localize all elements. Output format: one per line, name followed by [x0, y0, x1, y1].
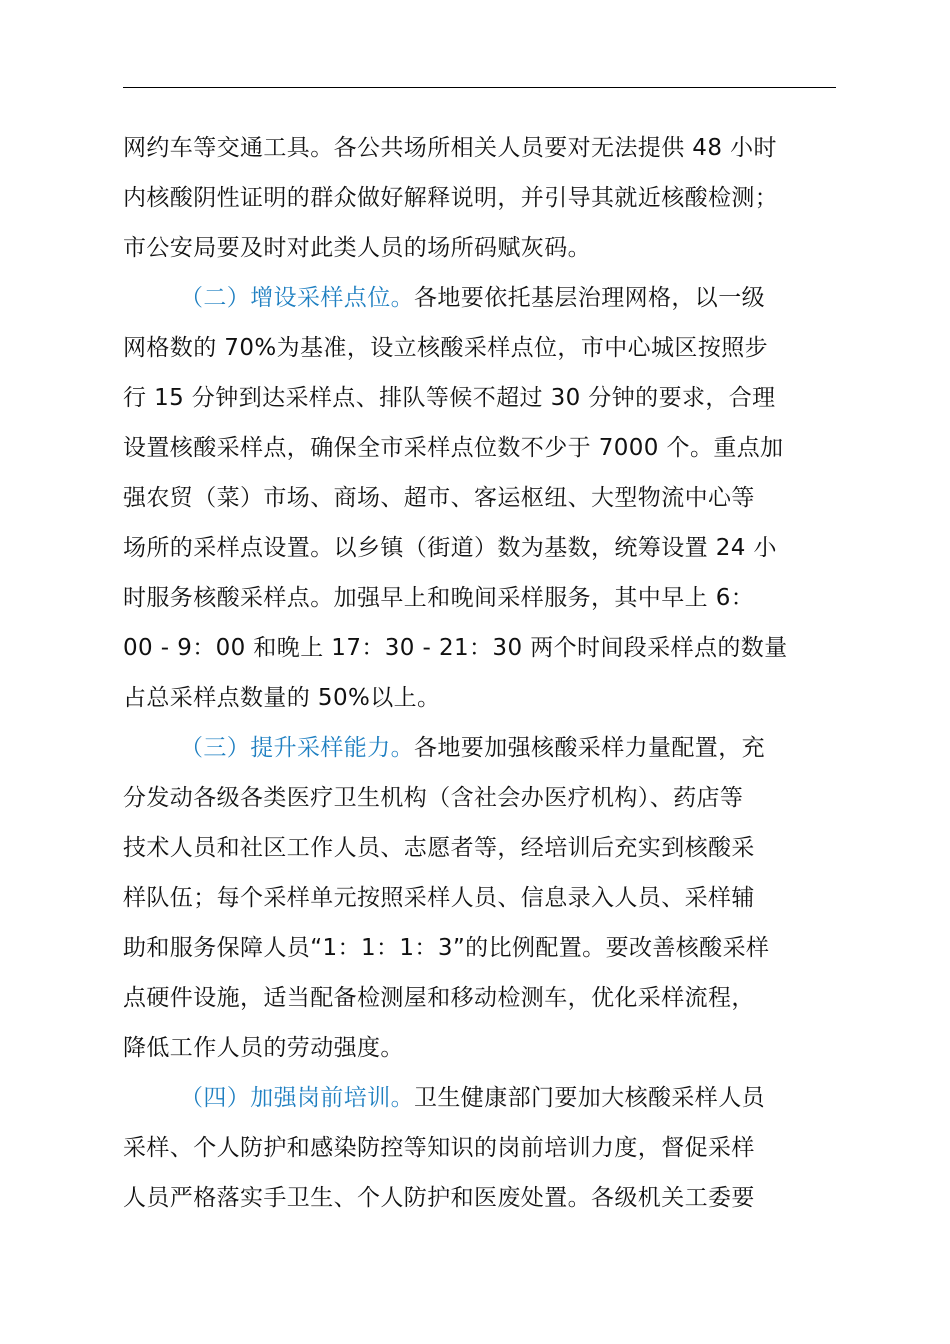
paragraph-text: 卫生健康部门要加大核酸采样人员 — [414, 1085, 765, 1111]
paragraph-text: 各地要加强核酸采样力量配置，充 — [414, 735, 765, 761]
paragraph-line: 样队伍；每个采样单元按照采样人员、信息录入人员、采样辅 — [123, 885, 755, 911]
paragraph-line: 强农贸（菜）市场、商场、超市、客运枢纽、大型物流中心等 — [123, 485, 755, 511]
header-rule — [123, 87, 836, 88]
paragraph-line: 市公安局要及时对此类人员的场所码赋灰码。 — [123, 235, 591, 261]
section-heading: （四）加强岗前培训。 — [180, 1085, 414, 1111]
paragraph-line: 人员严格落实手卫生、个人防护和医废处置。各级机关工委要 — [123, 1185, 755, 1211]
paragraph-line: 网约车等交通工具。各公共场所相关人员要对无法提供 48 小时 — [123, 135, 777, 161]
paragraph-line: 设置核酸采样点，确保全市采样点位数不少于 7000 个。重点加 — [123, 435, 784, 461]
paragraph-line: 助和服务保障人员“1：1：1：3”的比例配置。要改善核酸采样 — [123, 935, 770, 961]
paragraph-line: 降低工作人员的劳动强度。 — [123, 1035, 404, 1061]
paragraph-first-line — [180, 733, 920, 763]
paragraph-line: 网格数的 70%为基准，设立核酸采样点位，市中心城区按照步 — [123, 335, 769, 361]
paragraph-line: 时服务核酸采样点。加强早上和晚间采样服务，其中早上 6： — [123, 585, 755, 611]
section-heading: （二）增设采样点位。 — [180, 285, 414, 311]
section-heading: （三）提升采样能力。 — [180, 735, 414, 761]
paragraph-line: 占总采样点数量的 50%以上。 — [123, 685, 441, 711]
paragraph-line: 分发动各级各类医疗卫生机构（含社会办医疗机构）、药店等 — [123, 785, 744, 811]
paragraph-text: 各地要依托基层治理网格，以一级 — [414, 285, 765, 311]
paragraph-first-line — [180, 1083, 920, 1113]
paragraph-line: 技术人员和社区工作人员、志愿者等，经培训后充实到核酸采 — [123, 835, 755, 861]
paragraph-line: 00 - 9：00 和晚上 17：30 - 21：30 两个时间段采样点的数量 — [123, 635, 788, 661]
paragraph-line: 内核酸阴性证明的群众做好解释说明，并引导其就近核酸检测； — [123, 185, 779, 211]
paragraph-line: 场所的采样点设置。以乡镇（街道）数为基数，统筹设置 24 小 — [123, 535, 777, 561]
paragraph-line: 行 15 分钟到达采样点、排队等候不超过 30 分钟的要求，合理 — [123, 385, 776, 411]
paragraph-line: 采样、个人防护和感染防控等知识的岗前培训力度，督促采样 — [123, 1135, 755, 1161]
paragraph-line: 点硬件设施，适当配备检测屋和移动检测车，优化采样流程， — [123, 985, 755, 1011]
paragraph-first-line — [180, 283, 920, 313]
